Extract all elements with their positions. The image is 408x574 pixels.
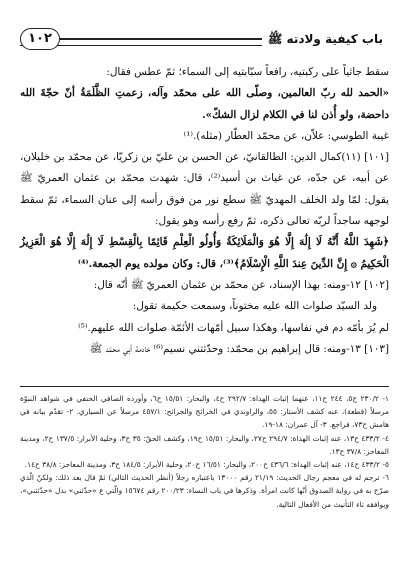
paragraph-8: لم يُرَ بأمّه دم في نفاسها، وهكذا سبيل أمّهات الأئمّة صلوات الله عليهم.⁽⁵⁾ <box>78 321 389 334</box>
paragraph-3-source: غيبة الطوسي: علاّن، عن محمّد العطّار (مثله).⁽¹⁾ <box>183 129 389 142</box>
main-text <box>20 62 389 360</box>
paragraph-7: ولد السيّد صلوات الله عليه مختوناً، وسمعت حكيمة تقول: <box>132 300 377 313</box>
footnotes <box>20 392 389 511</box>
paragraph-5-verse: ﴿شَهِدَ اللَّهُ أَنَّهُ لَا إِلَٰهَ إِلَّا هُوَ وَالْمَلَائِكَةُ وَأُولُو الْعِلْمِ قَائِمًا بِالْقِسْطِ لَا إِلَٰهَ إِلَّا هُوَ الْعَزِيزُ الْحَكِيمُ ۞ إِنَّ الدِّينَ عِندَ اللَّهِ الْإِسْلَامُ﴾⁽³⁾، قال: وكان مولده يوم الجمعة.⁽⁴⁾ <box>20 236 389 270</box>
footnote-divider <box>20 386 389 387</box>
footnote-5: ٥- ٤٣٣/٢ ح١٤، عنه إثبات الهداة: ٤٣٦/٦ ح٢٠٠، والبحار: ١٦/٥١ ح٢٠، وحلية الأبرار: ١٨٤/٥ ح٣، ومدينة المعاجز: ٣٨/٨ ح١٤. <box>24 460 389 470</box>
chapter-title: باب كيفية ولادته ﷺ <box>262 28 389 50</box>
paragraph-9-hadith-103: [١٠٣] ١٣-ومنه: قال إبراهيم بن محمّد: وحدّثتني نسيم⁽⁶⁾ خادمة أبي محمّد ﷺ <box>89 342 389 355</box>
paragraph-2-quote: «الحمد لله ربّ العالمين، وصلّى الله على محمّد وآله، زعمتِ الظَّلَمَةُ أنّ حجّةَ الله داحضة، ولو أُذن لنا في الكلام لزال الشكّ». <box>20 87 389 121</box>
page-header <box>20 28 389 50</box>
footnote-4: ٤- ٤٣٣/٢ ح١٣، عنه إثبات الهداة: ٢٩٤/٧ ح٢٧، والبحار: ١٥/٥١ ح١٩، وكشف الحقّ: ٣٥ ح٣، وحلية الأبرار: ١٣٧/٥ ح٢، ومدينة المعاجز: ٣٧/٨ ح١٣. <box>20 433 389 456</box>
paragraph-1: سقط جاثياً على ركبتيه، رافعاً سبّابتيه إلى السماء؛ ثمّ عطس فقال: <box>106 66 389 78</box>
footnote-1-3: ١- ٢٣٠/٢ ح٥، ٢٤٤ ح١١، عنهما إثبات الهداة: ٢٩٢/٧ ح٤، والبحار: ١٥/٥١ ح٦، وأورده الصافي الحنفي في شواهد النبوّة مرسلاً (قطعة)، عنه كشف الأستار: ٥٥، والراوندي في الخرائج والجرائح: ٤٥٧/١ مرسلاً عن السياري. ٢- تقدّم بيانه في هامش ح٧٣، فراجع. ٣- آل عمران: ١٨-١٩. <box>20 394 390 430</box>
paragraph-4-hadith-101: [١٠١] (١١)كمال الدين: الطالقانيّ، عن الحسن بن عليّ بن زكريّا، عن محمّد بن خليلان، عن أبيه، عن جدّه، عن غياث بن أسيد⁽²⁾، قال: شهدت محمّد بن عثمان العمريّ ﷺ يقول: لمّا ولد الخلف المهديّ ﷺ سطع نور من فوق رأسه إلى عنان السماء، ثمّ سقط لوجهه ساجداً لربّه تعالى ذكره، ثمّ رفع رأسه وهو يقول: <box>20 151 390 228</box>
paragraph-6-hadith-102: [١٠٢] ١٢-ومنه: بهذا الإسناد، عن محمّد بن عثمان العمريّ ﷺ أنّه قال: <box>93 278 389 291</box>
page-number: ١٠٢ <box>20 28 60 50</box>
footnote-6: ٦- ترجم له في معجم رجال الحديث: ٢١/١٩ رقم ١٣٠٠٠ باعتباره رجلاً (أنظر الحديث التالي) ثمّ قال بعد ذلك: ولكنّ الّذي صرّح به في رواية الصدوق أنّها كانت امرأة. وذكرها في باب النساء: ٢٠٠/٢٣ رقم ١٥٦٧٤ والّتي ع «حدّثني» بدل «حدّثتني»، ويوافقه تاء التأنيث من الأفعال التالية. <box>20 473 390 509</box>
